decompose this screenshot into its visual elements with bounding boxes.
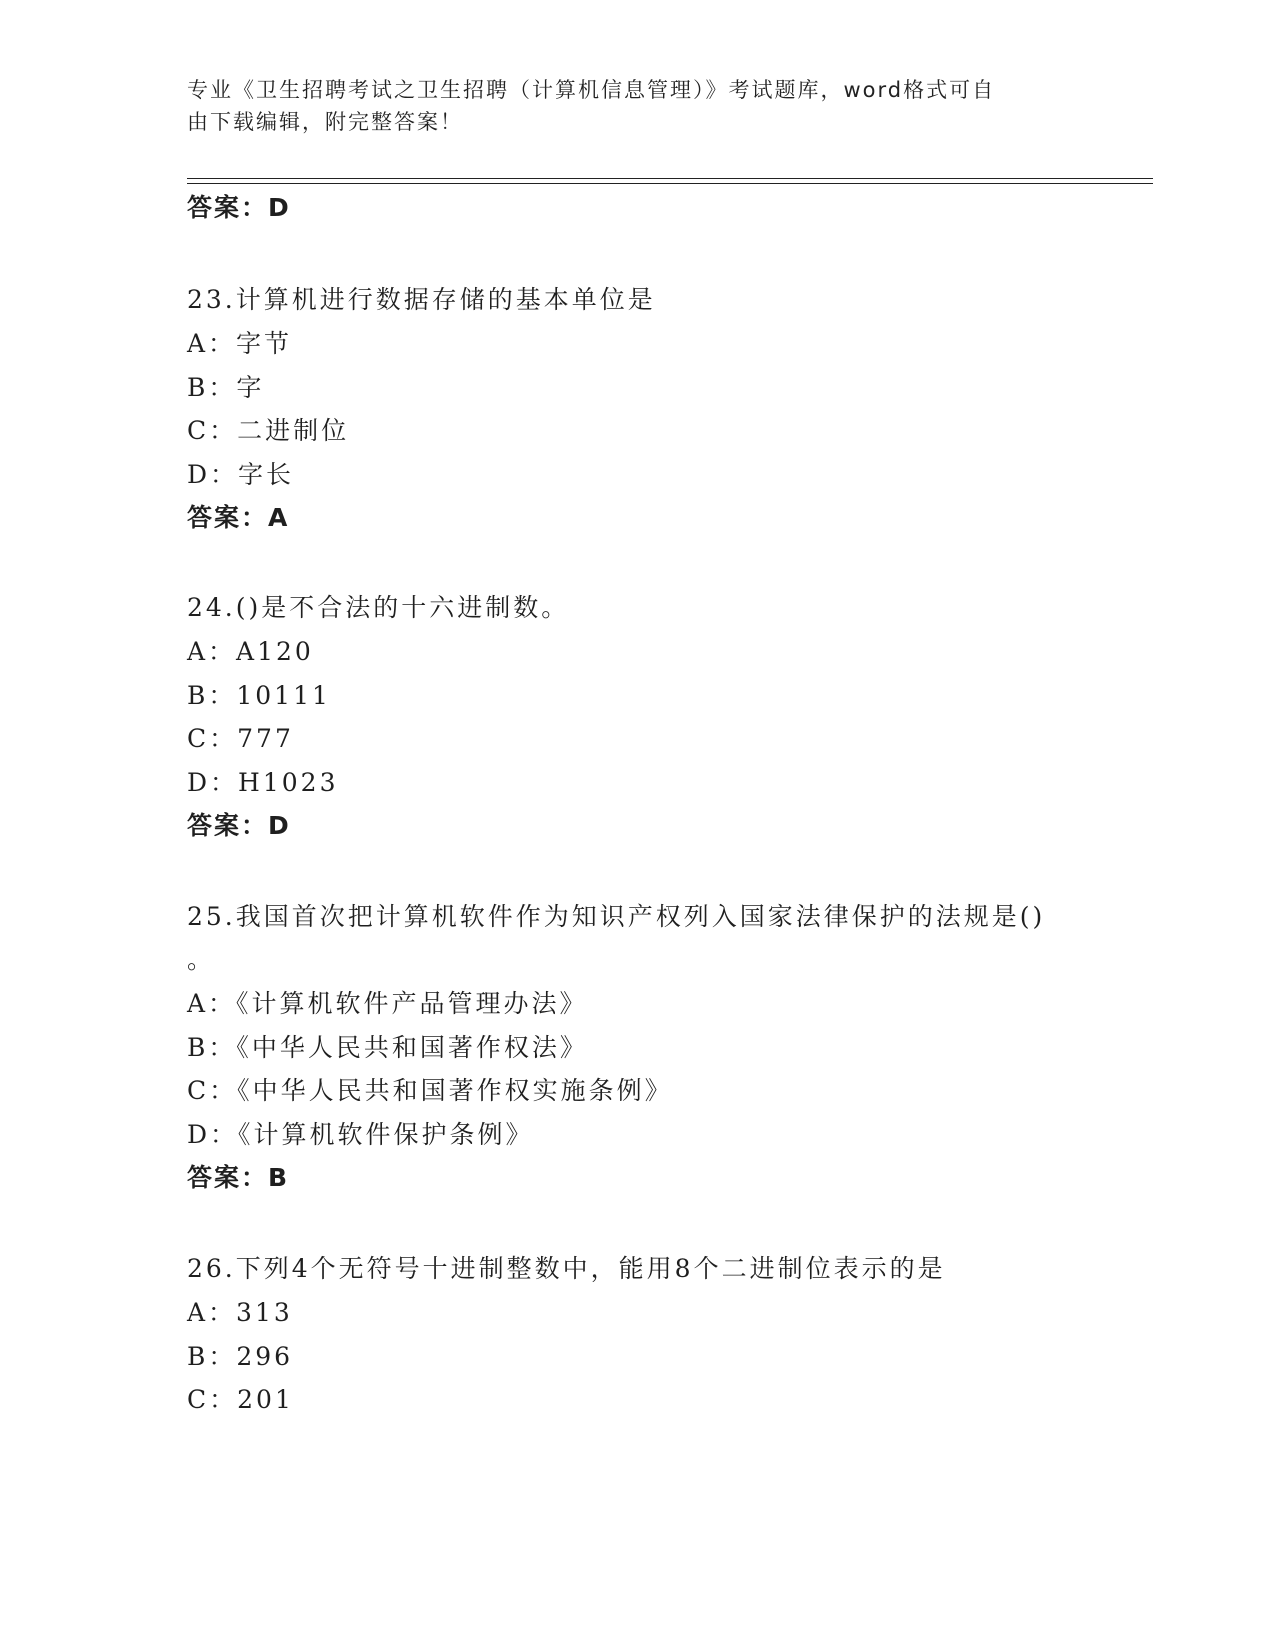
header-divider-bottom <box>187 183 1153 184</box>
question-26-option-a: A：313 <box>187 1298 293 1327</box>
question-24-option-a: A：A120 <box>187 637 314 666</box>
question-23-option-a: A：字节 <box>187 329 293 358</box>
question-26-option-c: C：201 <box>187 1385 294 1414</box>
question-25-stem: 25.我国首次把计算机软件作为知识产权列入国家法律保护的法规是() <box>187 902 1046 931</box>
question-25-option-c: C：《中华人民共和国著作权实施条例》 <box>187 1076 673 1105</box>
question-25-answer: 答案：B <box>187 1163 290 1192</box>
question-25-stem-continuation: 。 <box>187 945 216 974</box>
header-divider-top <box>187 178 1153 179</box>
question-23-option-b: B：字 <box>187 373 265 402</box>
question-26-stem: 26.下列4个无符号十进制整数中，能用8个二进制位表示的是 <box>187 1254 946 1283</box>
document-header <box>187 74 1087 138</box>
question-24-option-b: B：10111 <box>187 681 331 710</box>
question-23-option-d: D：字长 <box>187 460 295 489</box>
question-23-option-c: C：二进制位 <box>187 416 350 445</box>
question-23-stem: 23.计算机进行数据存储的基本单位是 <box>187 285 656 314</box>
question-25-option-d: D：《计算机软件保护条例》 <box>187 1120 534 1149</box>
question-25-option-b: B：《中华人民共和国著作权法》 <box>187 1033 588 1062</box>
question-24-option-d: D：H1023 <box>187 768 339 797</box>
header-line-2: 由下载编辑，附完整答案！ <box>187 110 463 134</box>
question-25-option-a: A：《计算机软件产品管理办法》 <box>187 989 588 1018</box>
header-line-1: 专业《卫生招聘考试之卫生招聘（计算机信息管理）》考试题库，word格式可自 <box>187 78 996 102</box>
question-24-option-c: C：777 <box>187 724 294 753</box>
question-26-option-b: B：296 <box>187 1342 294 1371</box>
prev-answer: 答案：D <box>187 193 291 222</box>
question-23-answer: 答案：A <box>187 503 290 532</box>
question-24-answer: 答案：D <box>187 811 291 840</box>
question-24-stem: 24.()是不合法的十六进制数。 <box>187 593 570 622</box>
